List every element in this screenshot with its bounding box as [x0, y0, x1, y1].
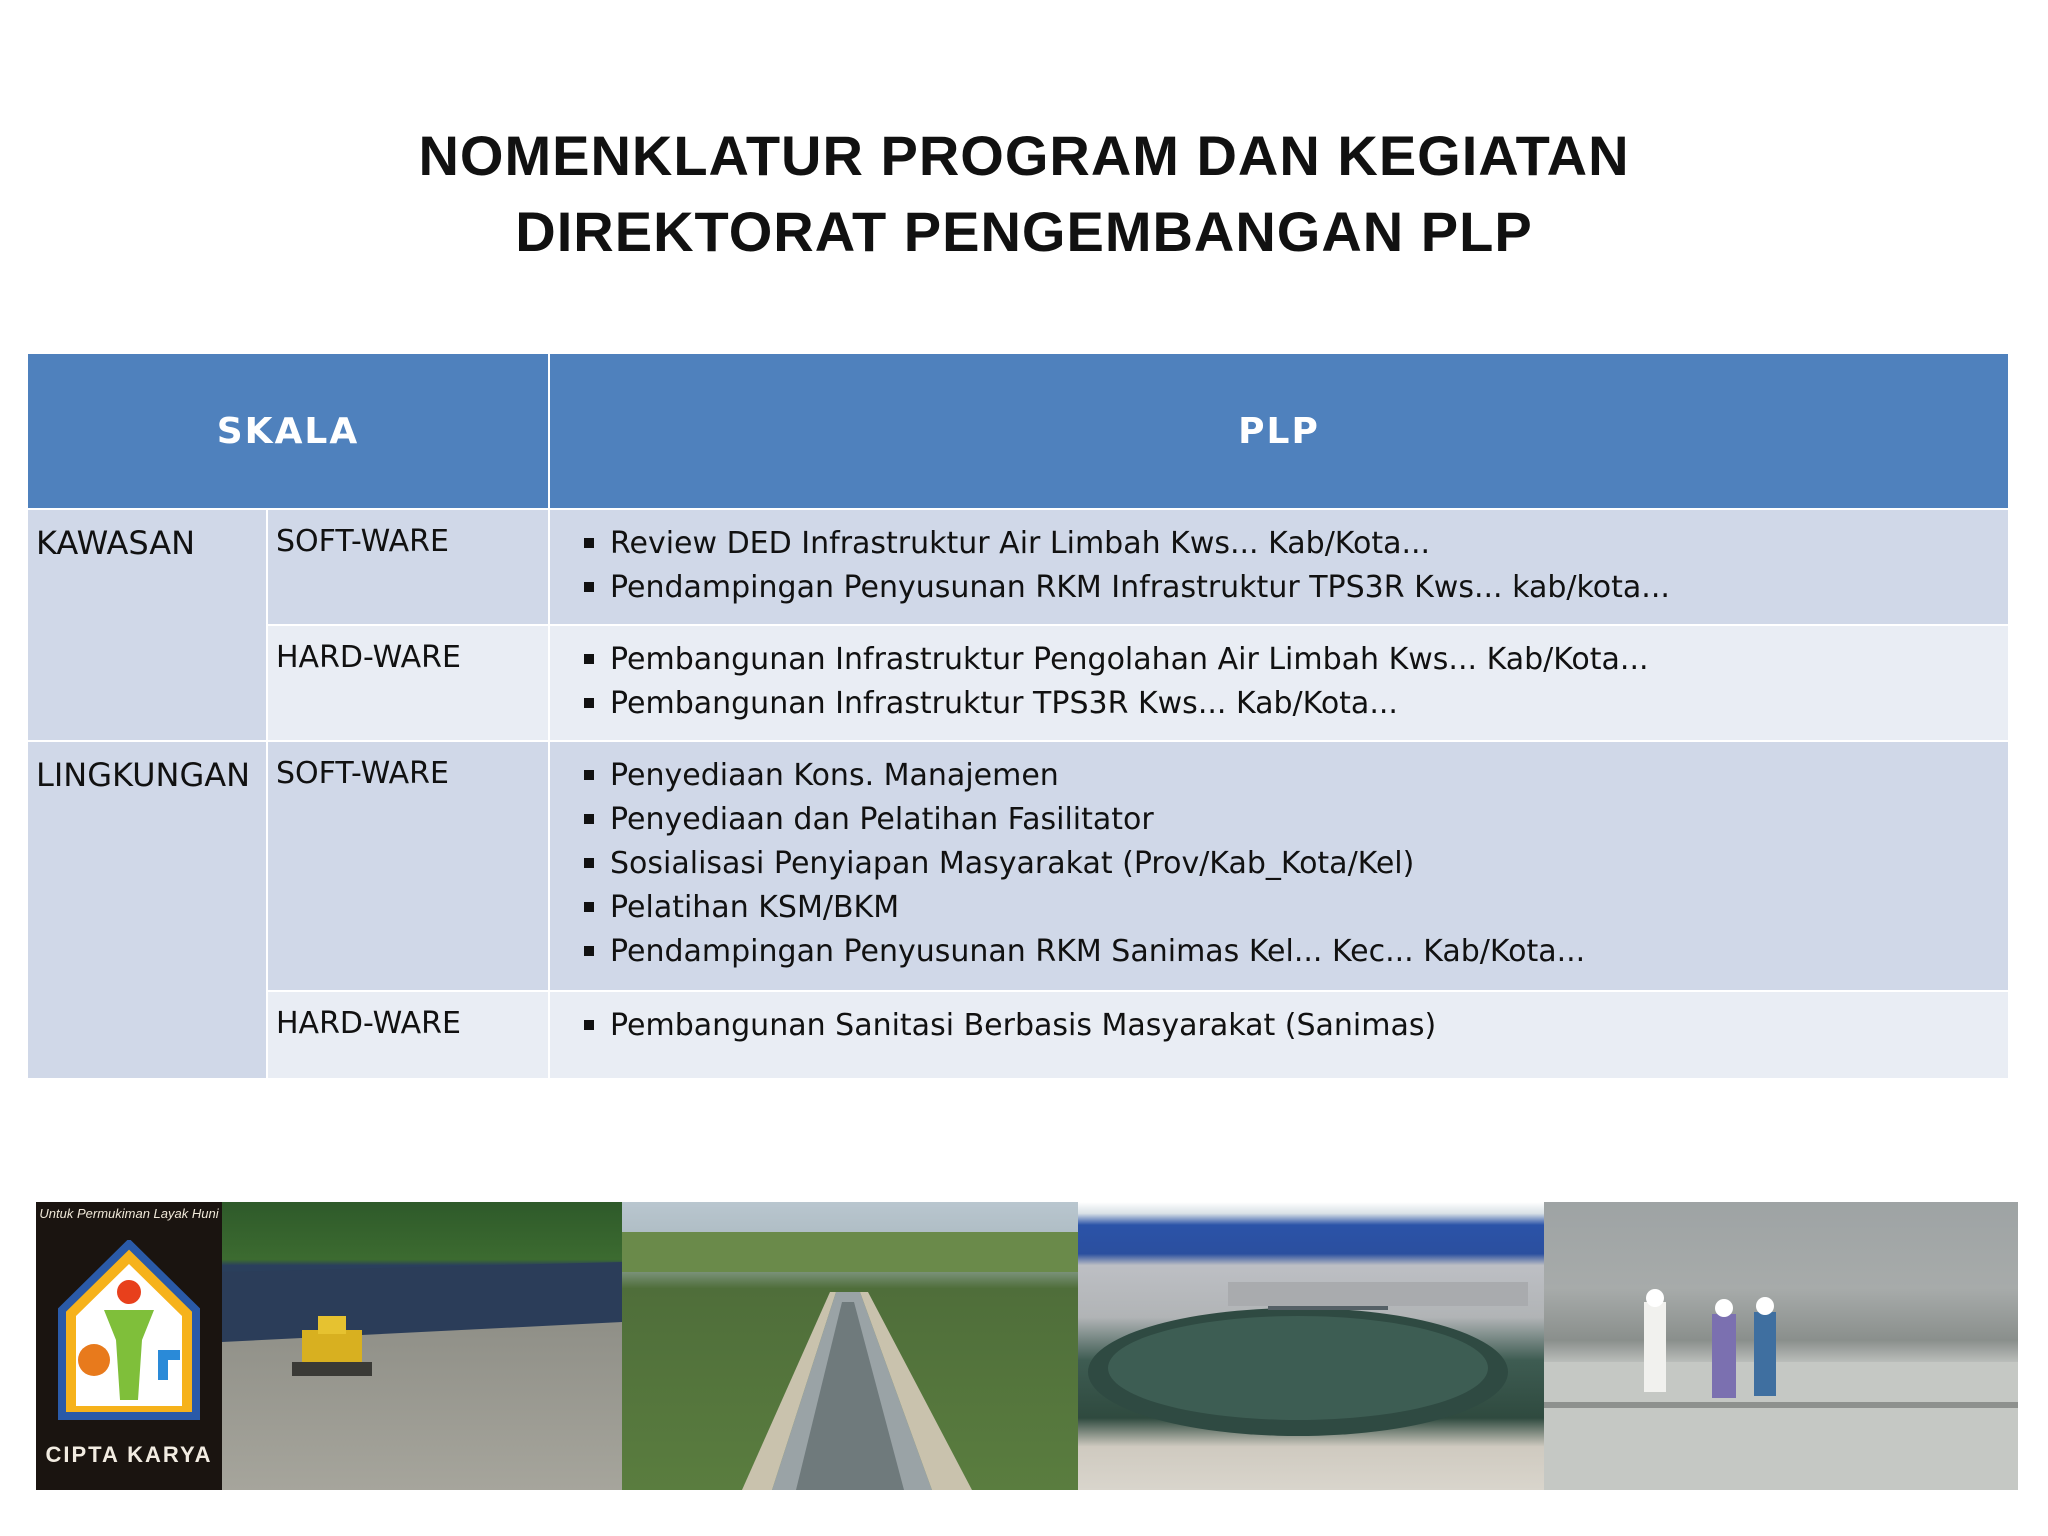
list-item: Pelatihan KSM/BKM — [584, 886, 2008, 930]
list-item: Pembangunan Infrastruktur TPS3R Kws... Kab/Kota... — [584, 682, 2008, 726]
slide-title-line-2: DIREKTORAT PENGEMBANGAN PLP — [515, 200, 1533, 263]
slide-title — [0, 118, 2048, 270]
type-cell: HARD-WARE — [267, 625, 549, 741]
logo-tagline: Untuk Permukiman Layak Huni — [39, 1206, 219, 1221]
list-item: Review DED Infrastruktur Air Limbah Kws... Kab/Kota... — [584, 522, 2008, 566]
wastewater-treatment-tank-photo — [1078, 1202, 1544, 1490]
list-item: Pembangunan Sanitasi Berbasis Masyarakat (Sanimas) — [584, 1004, 2008, 1048]
list-item: Pembangunan Infrastruktur Pengolahan Air Limbah Kws... Kab/Kota... — [584, 638, 2008, 682]
header-skala: SKALA — [27, 353, 549, 509]
slide-title-line-1: NOMENKLATUR PROGRAM DAN KEGIATAN — [418, 124, 1630, 187]
construction-site-photo — [222, 1202, 622, 1490]
logo-name: CIPTA KARYA — [45, 1442, 213, 1467]
house-logo-icon — [58, 1240, 200, 1420]
list-item: Pendampingan Penyusunan RKM Infrastruktur TPS3R Kws... kab/kota... — [584, 566, 2008, 610]
items-cell — [549, 991, 2009, 1079]
items-cell — [549, 625, 2009, 741]
table-header-row — [27, 353, 2009, 509]
cipta-karya-logo — [36, 1202, 222, 1490]
table-row — [27, 625, 2009, 741]
drainage-canal-photo — [622, 1202, 1078, 1490]
list-item: Sosialisasi Penyiapan Masyarakat (Prov/Kab_Kota/Kel) — [584, 842, 2008, 886]
items-cell — [549, 509, 2009, 625]
skala-cell-kawasan: KAWASAN — [27, 509, 267, 741]
list-item: Penyediaan dan Pelatihan Fasilitator — [584, 798, 2008, 842]
type-cell: SOFT-WARE — [267, 509, 549, 625]
items-cell — [549, 741, 2009, 991]
skala-cell-lingkungan: LINGKUNGAN — [27, 741, 267, 1079]
type-cell: SOFT-WARE — [267, 741, 549, 991]
header-plp: PLP — [549, 353, 2009, 509]
table-row — [27, 509, 2009, 625]
type-cell: HARD-WARE — [267, 991, 549, 1079]
list-item: Pendampingan Penyusunan RKM Sanimas Kel... Kec... Kab/Kota... — [584, 930, 2008, 974]
photo-strip — [36, 1202, 2016, 1492]
table-row — [27, 991, 2009, 1079]
list-item: Penyediaan Kons. Manajemen — [584, 754, 2008, 798]
workers-at-treatment-plant-photo — [1544, 1202, 2018, 1490]
table-row — [27, 741, 2009, 991]
program-table — [26, 352, 2010, 1080]
